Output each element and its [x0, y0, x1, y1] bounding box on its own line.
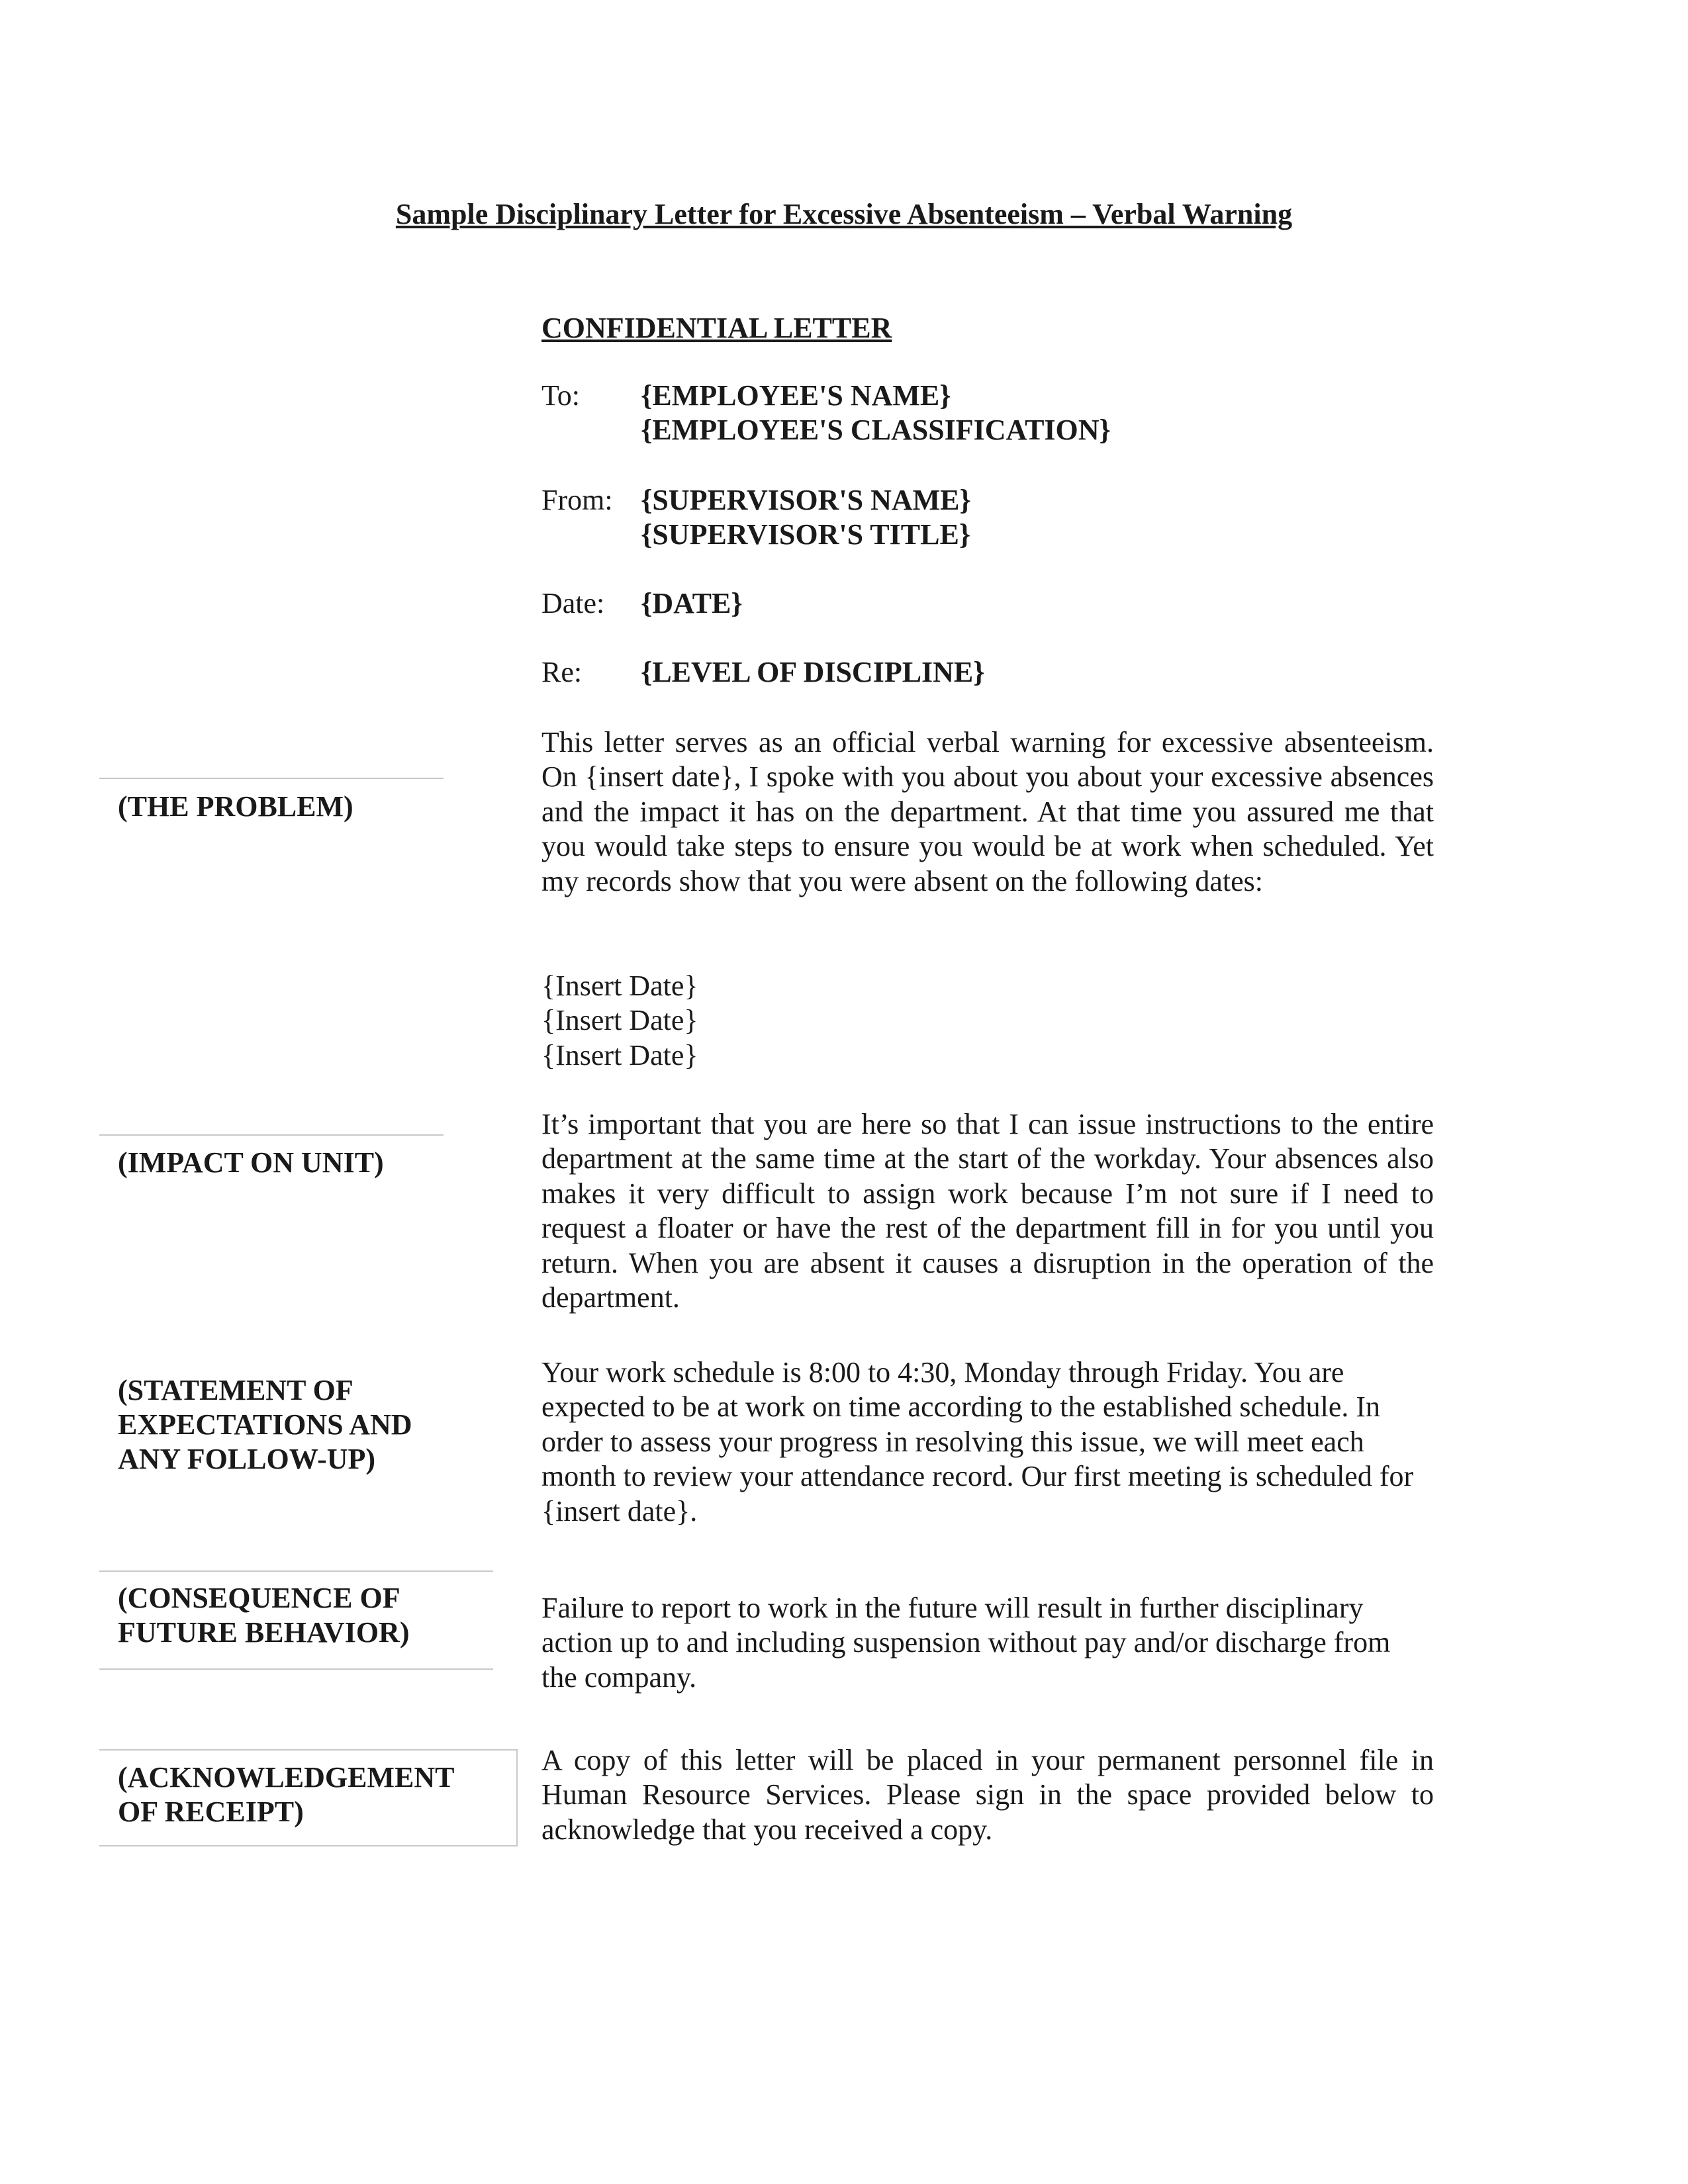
supervisor-title: {SUPERVISOR'S TITLE}: [641, 518, 971, 551]
problem-paragraph: [541, 725, 1434, 899]
consequence-bottom-rule: [99, 1668, 493, 1670]
sidebar-acknowledgement-line: (ACKNOWLEDGEMENT: [118, 1761, 455, 1794]
sidebar-problem: [118, 790, 353, 824]
sidebar-consequence-line: (CONSEQUENCE OF: [118, 1582, 400, 1614]
sidebar-expectations-line: (STATEMENT OF: [118, 1374, 353, 1406]
sidebar-expectations-line: EXPECTATIONS AND: [118, 1408, 412, 1441]
sidebar-acknowledgement: [118, 1760, 454, 1829]
impact-top-rule: [99, 1134, 444, 1136]
acknowledgement-text: A copy of this letter will be placed in your permanent personnel file in Human Resource Services. Please sign in the space provided below to acknowledge that you received a copy.: [541, 1744, 1434, 1846]
absence-dates-list: [541, 969, 1434, 1073]
from-label: From:: [541, 484, 613, 516]
sidebar-impact-label: (IMPACT ON UNIT): [118, 1146, 384, 1179]
acknowledgement-bottom-rule: [99, 1845, 518, 1846]
sidebar-acknowledgement-line: OF RECEIPT): [118, 1796, 304, 1828]
sidebar-expectations-line: ANY FOLLOW-UP): [118, 1443, 376, 1475]
absence-date: {Insert Date}: [541, 970, 698, 1002]
sidebar-consequence: [118, 1581, 409, 1650]
consequence-text: Failure to report to work in the future will result in further disciplinary action up to and including suspension without pay and/or discharge from the company.: [541, 1592, 1391, 1694]
expectations-text: Your work schedule is 8:00 to 4:30, Monday through Friday. You are expected to be at work on time according to the established schedule. In order to assess your progress in resolving this issue, we will meet each month to review your attendance record. Our first meeting is scheduled for {insert date}.: [541, 1356, 1414, 1527]
to-label: To:: [541, 379, 581, 412]
employee-name: {EMPLOYEE'S NAME}: [641, 379, 951, 412]
absence-date: {Insert Date}: [541, 1038, 698, 1071]
discipline-level: {LEVEL OF DISCIPLINE}: [641, 656, 985, 688]
impact-paragraph: [541, 1107, 1434, 1315]
absence-date: {Insert Date}: [541, 1004, 698, 1037]
sidebar-expectations: [118, 1373, 412, 1477]
consequence-top-rule: [99, 1570, 493, 1572]
confidential-heading: CONFIDENTIAL LETTER: [541, 312, 892, 344]
sidebar-problem-label: (THE PROBLEM): [118, 790, 353, 823]
document-title: Sample Disciplinary Letter for Excessive Absenteeism – Verbal Warning: [395, 198, 1293, 230]
employee-classification: {EMPLOYEE'S CLASSIFICATION}: [641, 414, 1111, 446]
supervisor-name: {SUPERVISOR'S NAME}: [641, 484, 971, 516]
acknowledgement-top-rule: [99, 1749, 518, 1751]
problem-text: This letter serves as an official verbal warning for excessive absenteeism. On {insert date}, I spoke with you about you about your excessive absences and the impact it has on the department. At that time you assured me that you would take steps to ensure you would be at work when scheduled. Yet my records show that you were absent on the following dates:: [541, 726, 1434, 897]
expectations-paragraph: [541, 1355, 1422, 1529]
impact-text: It’s important that you are here so that I can issue instructions to the entire department at the same time at the start of the workday. Your absences also makes it very difficult to assign work because I’m not sure if I need to request a floater or have the rest of the department fill in for you until you return. When you are absent it causes a disruption in the operation of the department.: [541, 1108, 1434, 1314]
problem-top-rule: [99, 778, 444, 779]
acknowledgement-paragraph: [541, 1743, 1434, 1847]
acknowledgement-right-rule: [516, 1749, 518, 1845]
sidebar-impact: [118, 1146, 384, 1180]
consequence-paragraph: [541, 1591, 1429, 1695]
date-label: Date:: [541, 587, 605, 619]
date-value: {DATE}: [641, 587, 743, 619]
sidebar-consequence-line: FUTURE BEHAVIOR): [118, 1616, 410, 1649]
re-label: Re:: [541, 656, 583, 688]
